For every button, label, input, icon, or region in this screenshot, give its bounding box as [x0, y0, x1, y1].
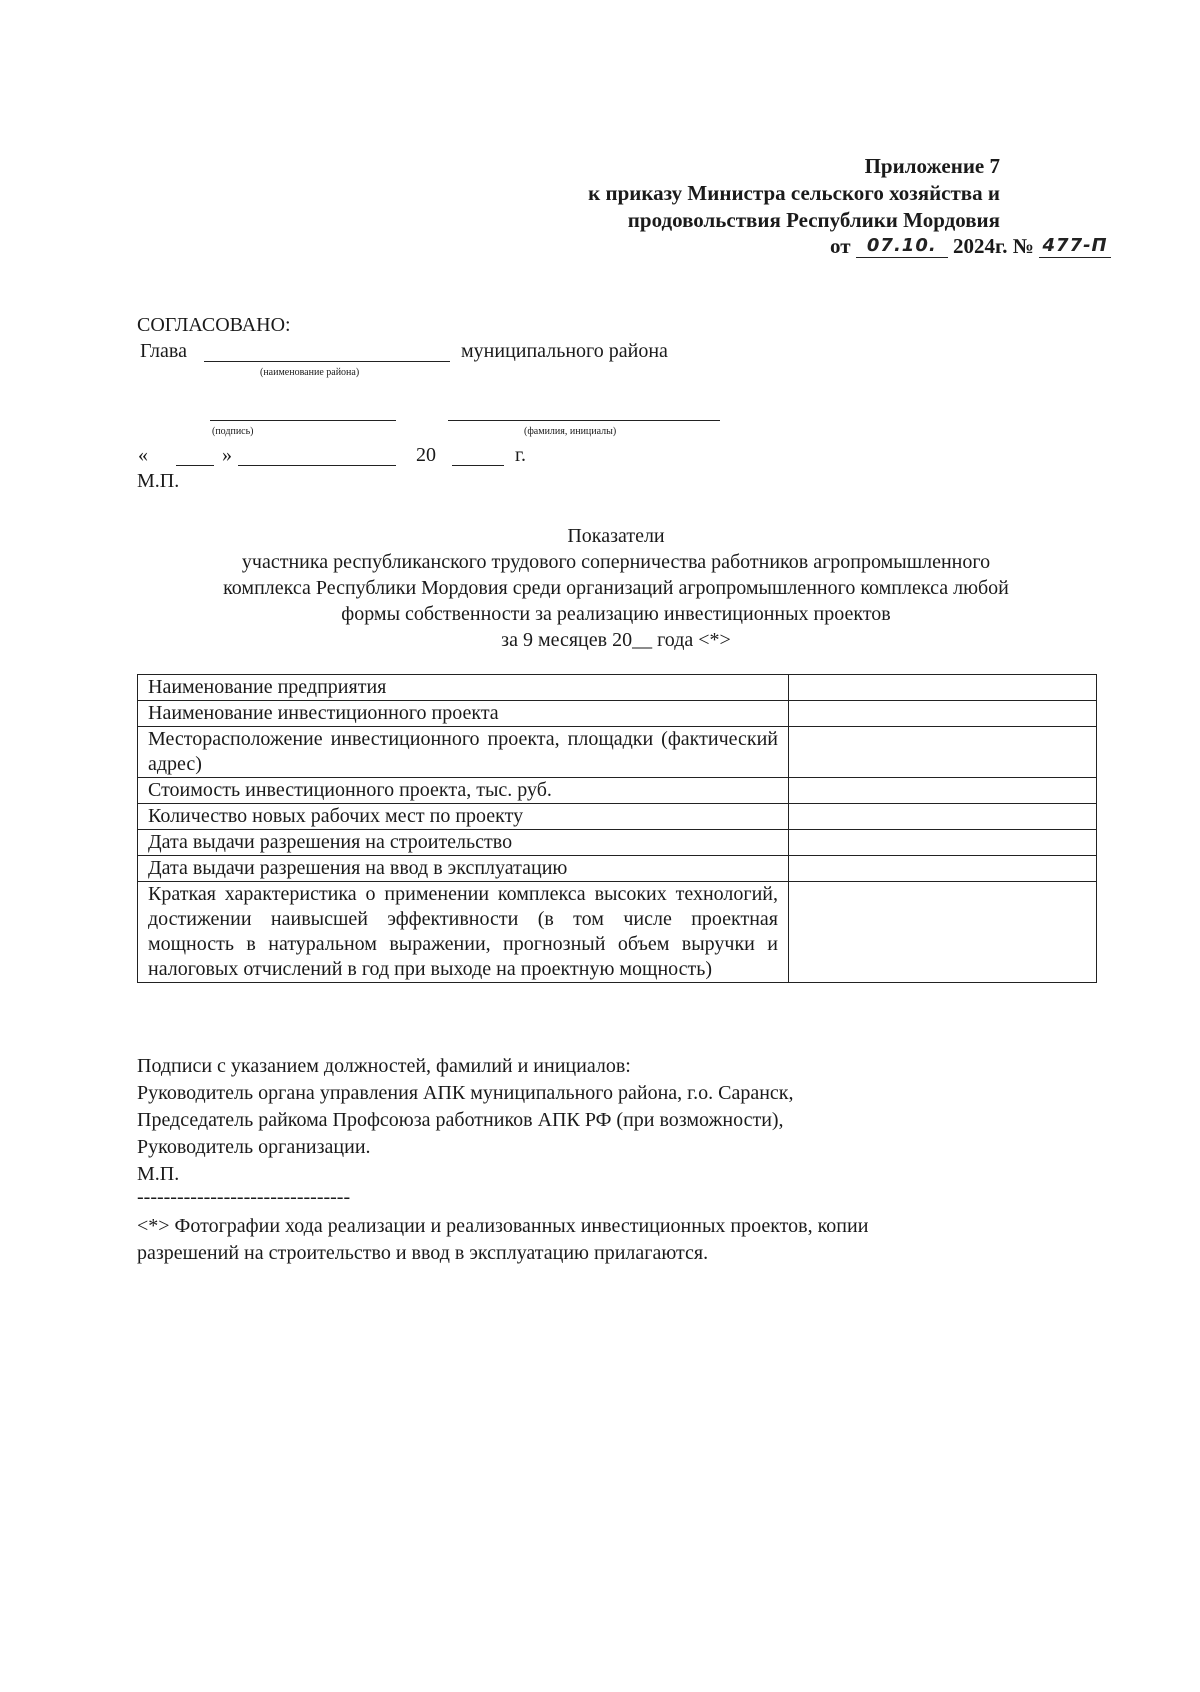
footnote-separator: -------------------------------- — [137, 1186, 351, 1208]
day-line — [176, 465, 214, 466]
year-prefix: 20 — [416, 444, 436, 466]
row-label: Наименование предприятия — [138, 675, 789, 701]
order-date-handwritten: 07.10. — [866, 235, 937, 256]
table-row — [138, 830, 1097, 856]
row-value — [789, 675, 1097, 701]
order-line-1: к приказу Министра сельского хозяйства и — [588, 181, 1000, 205]
table-row — [138, 856, 1097, 882]
table-row — [138, 727, 1097, 778]
order-year: 2024г. № — [953, 234, 1034, 258]
quote-open: « — [138, 444, 148, 466]
row-label: Стоимость инвестиционного проекта, тыс. руб. — [138, 778, 789, 804]
name-caption: (фамилия, инициалы) — [524, 426, 617, 437]
table-row — [138, 778, 1097, 804]
approval-title: СОГЛАСОВАНО: — [137, 314, 291, 336]
order-date-prefix: от — [830, 234, 851, 258]
row-value — [789, 830, 1097, 856]
row-value — [789, 804, 1097, 830]
table-row — [138, 701, 1097, 727]
signatures-stamp: М.П. — [137, 1163, 180, 1185]
row-value — [789, 727, 1097, 778]
order-line-2: продовольствия Республики Мордовия — [627, 208, 1000, 232]
row-label: Количество новых рабочих мест по проекту — [138, 804, 789, 830]
doc-title-line-5: за 9 месяцев 20__ года <*> — [501, 629, 731, 651]
row-value — [789, 701, 1097, 727]
signatures-intro: Подписи с указанием должностей, фамилий и инициалов: — [137, 1055, 631, 1077]
signatory-3: Руководитель организации. — [137, 1136, 371, 1158]
order-number-handwritten: 477-П — [1042, 235, 1108, 256]
row-label: Дата выдачи разрешения на строительство — [138, 830, 789, 856]
signatory-1: Руководитель органа управления АПК муниципального района, г.о. Саранск, — [137, 1082, 794, 1104]
row-label: Дата выдачи разрешения на ввод в эксплуатацию — [138, 856, 789, 882]
signatory-2: Председатель райкома Профсоюза работников АПК РФ (при возможности), — [137, 1109, 784, 1131]
indicators-table — [137, 674, 1097, 983]
name-line — [448, 420, 720, 421]
doc-title-line-3: комплекса Республики Мордовия среди организаций агропромышленного комплекса любой — [223, 577, 1009, 599]
footnote-line-2: разрешений на строительство и ввод в эксплуатацию прилагаются. — [137, 1242, 709, 1264]
year-line — [452, 465, 504, 466]
row-label: Месторасположение инвестиционного проекта, площадки (фактический адрес) — [138, 727, 789, 778]
row-label: Краткая характеристика о применении комплекса высоких технологий, достижении наивысшей эффективности (в том числе проектная мощность в натуральном выражении, прогнозный объем выручки и налоговых отчислений в год при выходе на проектную мощность) — [138, 882, 789, 983]
district-caption: (наименование района) — [260, 367, 360, 378]
order-date-row — [830, 234, 1111, 260]
signature-line — [210, 420, 396, 421]
table-row — [138, 675, 1097, 701]
row-label: Наименование инвестиционного проекта — [138, 701, 789, 727]
district-label: муниципального района — [461, 340, 668, 362]
quote-close: » — [222, 444, 232, 466]
month-line — [238, 465, 396, 466]
signature-caption: (подпись) — [212, 426, 254, 437]
row-value — [789, 882, 1097, 983]
approval-stamp: М.П. — [137, 470, 180, 492]
year-suffix: г. — [515, 444, 526, 466]
doc-title-line-4: формы собственности за реализацию инвестиционных проектов — [341, 603, 891, 625]
row-value — [789, 778, 1097, 804]
table-row — [138, 882, 1097, 983]
doc-title: Показатели — [567, 525, 665, 547]
appendix-label: Приложение 7 — [864, 154, 1000, 178]
table-row — [138, 804, 1097, 830]
doc-title-line-2: участника республиканского трудового соперничества работников агропромышленного — [241, 551, 991, 573]
head-label: Глава — [140, 340, 187, 362]
footnote-line-1: <*> Фотографии хода реализации и реализованных инвестиционных проектов, копии — [137, 1215, 869, 1237]
district-name-line — [204, 361, 450, 362]
row-value — [789, 856, 1097, 882]
